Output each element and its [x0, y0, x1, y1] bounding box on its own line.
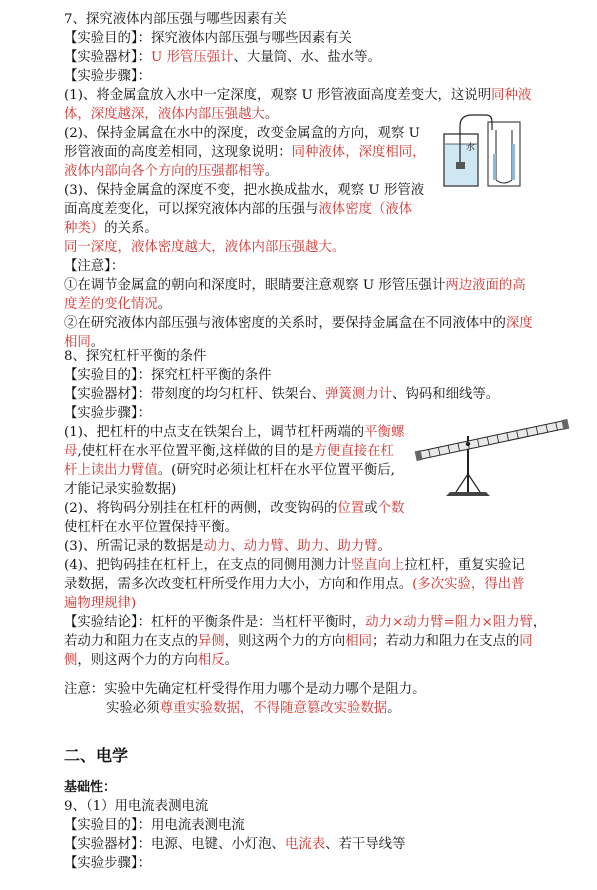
electricity-heading: 二、电学	[64, 746, 129, 765]
s8-step4-line1: (4)、把钩码挂在杠杆上，在支点的同侧用测力计竖直向上拉杠杆，重复实验记	[64, 558, 525, 573]
s8-purpose: 【实验目的】：探究杠杆平衡的条件	[64, 368, 272, 383]
s8-step1-line1: (1)、把杠杆的中点支在铁架台上，调节杠杆两端的平衡螺	[64, 425, 405, 440]
s8-step1-line4: 才能记录实验数据)	[64, 482, 177, 497]
s8-conclusion-line2: 若动力和阻力在支点的异侧，则这两个力的方向相同；若动力和阻力在支点的同	[64, 634, 533, 649]
s7-step2-line2: 形管液面的高度差相同，这现象说明：同种液体，深度相同，	[64, 145, 426, 160]
s7-step3-line3: 种类）的关系。	[64, 221, 158, 236]
s7-note2-line2: 相同。	[64, 335, 105, 350]
s8-equipment: 【实验器材】：带刻度的均匀杠杆、铁架台、弹簧测力计、钩码和细线等。	[64, 387, 500, 402]
s7-steps-heading: 【实验步骤】：	[64, 69, 152, 84]
water-label: 水	[466, 143, 476, 153]
basic-label: 基础性：	[64, 780, 117, 795]
pressure-gauge-figure	[440, 110, 525, 190]
s7-equipment: 【实验器材】：U 形管压强计、大量筒、水、盐水等。	[64, 50, 381, 65]
section-8-title: 8、探究杠杆平衡的条件	[64, 349, 207, 364]
s8-conclusion-line3: 侧，则这两个力的方向相反。	[64, 653, 239, 668]
section-7-title: 7、探究液体内部压强与哪些因素有关	[64, 12, 287, 27]
s8-note-line2: 实验必须尊重实验数据，不得随意篡改实验数据。	[106, 701, 401, 716]
s8-step4-line3: 遍物理规律)	[64, 596, 137, 611]
s8-note-line1: 注意：实验中先确定杠杆受得作用力哪个是动力哪个是阻力。	[64, 682, 426, 697]
s8-step3: (3)、所需记录的数据是动力、动力臂、助力、助力臂。	[64, 539, 391, 554]
s8-step2-line2: 使杠杆在水平位置保持平衡。	[64, 520, 239, 535]
s9-equipment: 【实验器材】：电源、电键、小灯泡、电流表、若干导线等	[64, 837, 406, 852]
s8-step4-line2: 录数据，需多次改变杠杆所受作用力大小，方向和作用点。(多次实验，得出普	[64, 577, 525, 592]
lever-figure	[412, 410, 572, 502]
s9-steps-heading: 【实验步骤】：	[64, 856, 152, 871]
s8-step2-line1: (2)、将钩码分别挂在杠杆的两侧，改变钩码的位置或个数	[64, 501, 405, 516]
s7-purpose: 【实验目的】：探究液体内部压强与哪些因素有关	[64, 31, 352, 46]
s8-steps-heading: 【实验步骤】：	[64, 406, 152, 421]
s7-note1-line1: ①在调节金属盒的朝向和深度时，眼睛要注意观察 U 形管压强计两边液面的高	[64, 278, 526, 293]
s8-step1-line2: 母,使杠杆在水平位置平衡,这样做的目的是方便直接在杠	[64, 444, 394, 459]
s8-conclusion-line1: 【实验结论】：杠杆的平衡条件是：当杠杆平衡时，动力×动力臂=阻力×阻力臂，	[64, 615, 547, 630]
s8-step1-line3: 杆上读出力臂值。(研究时必须让杠杆在水平位置平衡后,	[64, 463, 395, 478]
s7-note-heading: 【注意】：	[64, 259, 125, 274]
s7-step2-line3: 液体内部向各个方向的压强都相等。	[64, 164, 279, 179]
s7-conclusion: 同一深度，液体密度越大，液体内部压强越大。	[64, 240, 346, 255]
s7-step2-line1: (2)、保持金属盒在水中的深度，改变金属盒的方向，观察 U	[64, 126, 420, 141]
s7-note1-line2: 度差的变化情况。	[64, 297, 172, 312]
s9-purpose: 【实验目的】：用电流表测电流	[64, 818, 245, 833]
s7-step1-line2: 体，深度越深，液体内部压强越大。	[64, 107, 279, 122]
s7-step1-line1: (1)、将金属盒放入水中一定深度，观察 U 形管液面高度差变大，这说明同种液	[64, 88, 532, 103]
s7-step3-line1: (3)、保持金属盒的深度不变，把水换成盐水，观察 U 形管液	[64, 183, 425, 198]
s7-note2-line1: ②在研究液体内部压强与液体密度的关系时，要保持金属盒在不同液体中的深度	[64, 316, 533, 331]
s7-step3-line2: 面高度差变化，可以探究液体内部的压强与液体密度（液体	[64, 202, 413, 217]
section-9-title: 9、（1）用电流表测电流	[64, 799, 209, 814]
